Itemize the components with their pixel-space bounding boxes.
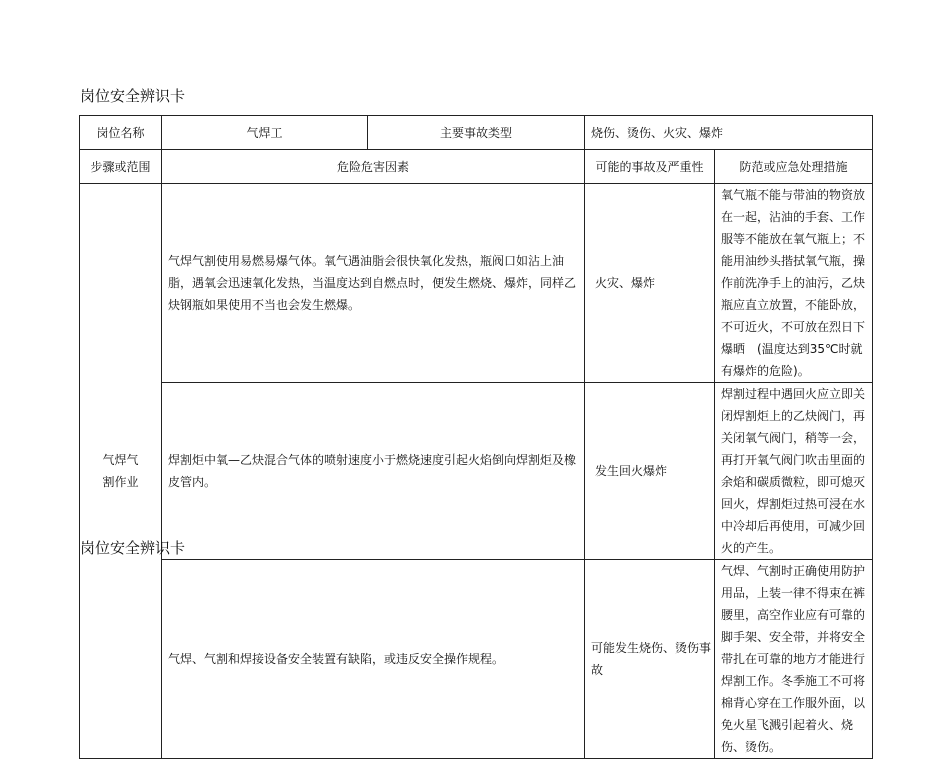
header-row bbox=[80, 116, 873, 150]
document-title-next: 岗位安全辨识卡 bbox=[80, 539, 186, 557]
outcome-cell: 火灾、爆炸 bbox=[585, 184, 715, 383]
hazard-cell: 气焊气割使用易燃易爆气体。氧气遇油脂会很快氧化发热，瓶阀口如沾上油脂，遇氧会迅速氧化发热，当温度达到自燃点时，便发生燃烧、爆炸，同样乙炔钢瓶如果使用不当也会发生燃爆。 bbox=[162, 184, 585, 383]
document-title: 岗位安全辨识卡 bbox=[80, 87, 186, 105]
column-header-measure: 防范或应急处理措施 bbox=[715, 150, 873, 184]
post-name-value: 气焊工 bbox=[162, 116, 368, 150]
column-header-step: 步骤或范围 bbox=[80, 150, 162, 184]
outcome-cell: 发生回火爆炸 bbox=[585, 383, 715, 560]
measure-cell: 焊割过程中遇回火应立即关闭焊割炬上的乙炔阀门，再关闭氧气阀门，稍等一会，再打开氧气阀门吹击里面的余焰和碳质微粒，即可熄灭回火，焊割炬过热可浸在水中冷却后再使用，可减少回火的产生。 bbox=[715, 383, 873, 560]
table-row bbox=[80, 383, 873, 560]
table-row bbox=[80, 184, 873, 383]
safety-identification-table bbox=[79, 115, 873, 759]
accident-type-value: 烧伤、烫伤、火灾、爆炸 bbox=[585, 116, 873, 150]
step-name: 气焊气割作业 bbox=[102, 453, 139, 489]
column-header-outcome: 可能的事故及严重性 bbox=[585, 150, 715, 184]
table-row bbox=[80, 560, 873, 759]
hazard-cell: 焊割炬中氧—乙炔混合气体的喷射速度小于燃烧速度引起火焰倒向焊割炬及橡皮管内。 bbox=[162, 383, 585, 560]
step-cell bbox=[80, 184, 162, 759]
measure-cell: 氧气瓶不能与带油的物资放在一起，沾油的手套、工作服等不能放在氧气瓶上；不能用油纱头揩拭氧气瓶，操作前洗净手上的油污，乙炔瓶应直立放置，不能卧放，不可近火，不可放在烈日下爆晒 (温度达到35℃时就有爆炸的危险)。 bbox=[715, 184, 873, 383]
measure-cell: 气焊、气割时正确使用防护用品，上装一律不得束在裤腰里，高空作业应有可靠的脚手架、安全带，并将安全带扎在可靠的地方才能进行焊割工作。冬季施工不可将棉背心穿在工作服外面，以免火星飞溅引起着火、烧伤、烫伤。 bbox=[715, 560, 873, 759]
column-header-row bbox=[80, 150, 873, 184]
hazard-cell: 气焊、气割和焊接设备安全装置有缺陷，或违反安全操作规程。 bbox=[162, 560, 585, 759]
column-header-hazard: 危险危害因素 bbox=[162, 150, 585, 184]
accident-type-label: 主要事故类型 bbox=[368, 116, 585, 150]
outcome-cell: 可能发生烧伤、烫伤事故 bbox=[585, 560, 715, 759]
post-name-label: 岗位名称 bbox=[80, 116, 162, 150]
